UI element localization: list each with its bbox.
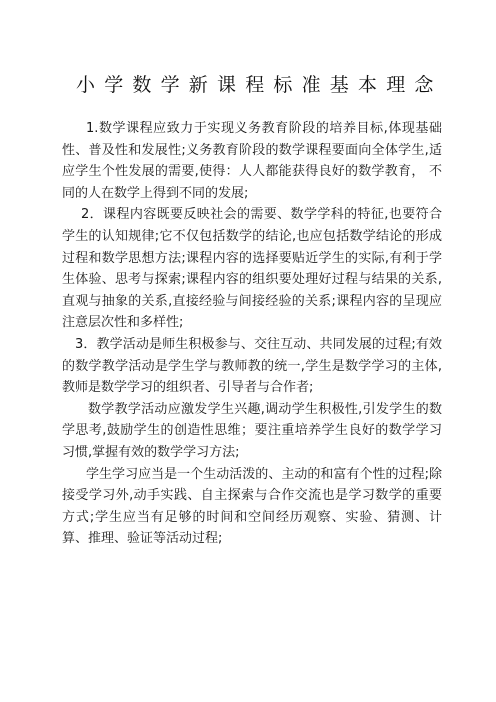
paragraph-2: 2．课程内容既要反映社会的需要、数学学科的特征,也要符合学生的认知规律;它不仅包括数学的结论,也应包括数学结论的形成过程和数学思想方法;课程内容的选择要贴近学生的实际,有利于学生体验、思考与探索;课程内容的组织要处理好过程与结果的关系,直观与抽象的关系,直接经验与间接经验的关系;课程内容的呈现应注意层次性和多样性; [62, 207, 442, 331]
paragraph-1: 1.数学课程应致力于实现义务教育阶段的培养目标,体现基础性、普及性和发展性;义务教育阶段的数学课程要面向全体学生,适应学生个性发展的需要,使得：人人都能获得良好的数学教育， 不同的人在数学上得到不同的发展; [62, 121, 442, 201]
paragraph-5: 学生学习应当是一个生动活泼的、主动的和富有个性的过程;除接受学习外,动手实践、自主探索与合作交流也是学习数学的重要方式;学生应当有足够的时间和空间经历观察、实验、猜测、计算、推理、验证等活动过程; [62, 466, 442, 547]
document-body [62, 118, 442, 550]
document-title: 小学数学新课程标准基本理念 [76, 74, 443, 96]
paragraph-4: 数学教学活动应激发学生兴趣,调动学生积极性,引发学生的数学思考,鼓励学生的创造性思维；要注重培养学生良好的数学学习习惯,掌握有效的数学学习方法; [62, 401, 442, 460]
paragraph-3: 3．教学活动是师生积极参与、交往互动、共同发展的过程;有效的数学教学活动是学生学与教师教的统一,学生是数学学习的主体,教师是数学学习的组织者、引导者与合作者; [62, 336, 442, 396]
